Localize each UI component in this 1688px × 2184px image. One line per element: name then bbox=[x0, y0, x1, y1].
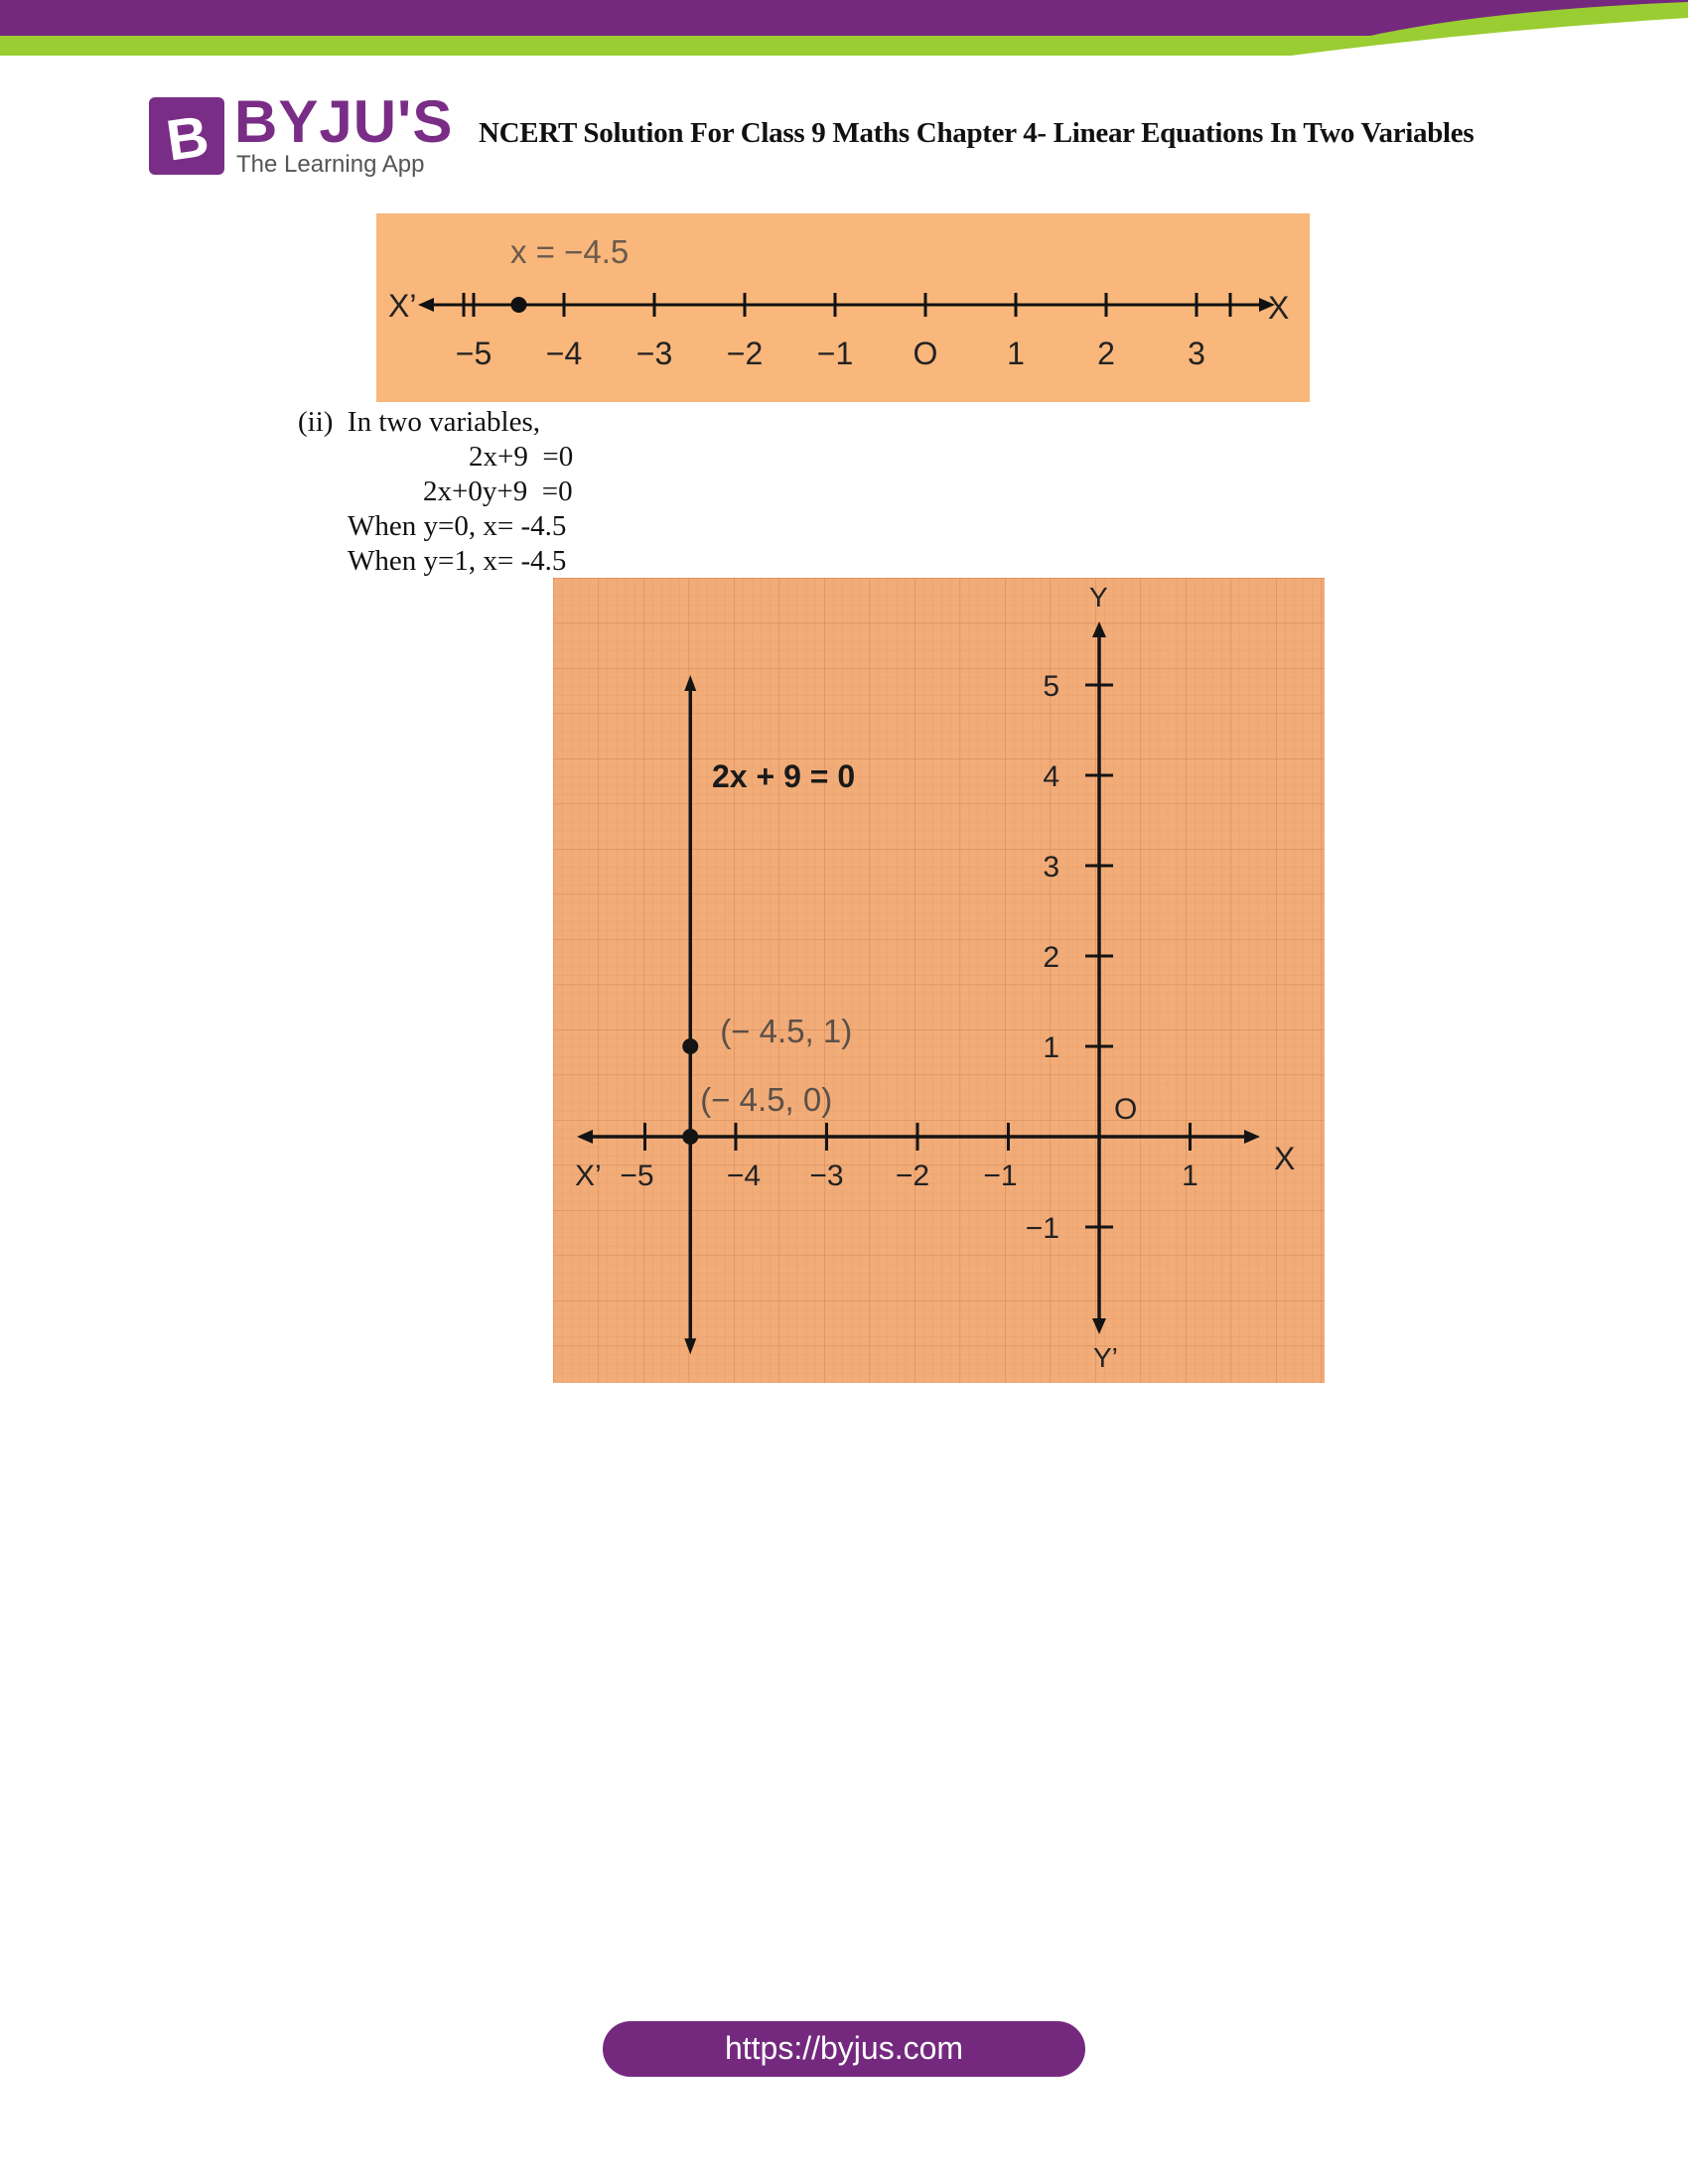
number-line-tick-label: −5 bbox=[455, 336, 492, 371]
logo-letter: B bbox=[162, 103, 213, 174]
data-point bbox=[682, 1038, 698, 1054]
y-axis-tick-label: 4 bbox=[1043, 760, 1059, 793]
number-line-tick-label: 2 bbox=[1097, 336, 1115, 371]
y-axis-tick-label: 3 bbox=[1043, 851, 1059, 884]
x-axis-tick-label: −4 bbox=[726, 1160, 762, 1192]
data-point-label: (− 4.5, 1) bbox=[720, 1013, 853, 1049]
number-line-tick-label: −4 bbox=[545, 336, 583, 371]
number-line-tick-label: 3 bbox=[1188, 336, 1205, 371]
graph-figure bbox=[553, 578, 1325, 1383]
data-point bbox=[682, 1129, 698, 1145]
number-line-left-end: X’ bbox=[388, 288, 417, 324]
data-point-label: (− 4.5, 0) bbox=[700, 1081, 833, 1118]
equation-label: 2x + 9 = 0 bbox=[712, 758, 856, 794]
footer-url-link[interactable]: https://byjus.com bbox=[603, 2021, 1085, 2077]
graph-grid bbox=[553, 578, 1325, 1383]
x-axis-left-label: X’ bbox=[575, 1160, 602, 1192]
solution-intro: (ii) In two variables, bbox=[298, 406, 541, 438]
number-line-tick-label: 1 bbox=[1007, 336, 1025, 371]
number-line-label: x = −4.5 bbox=[510, 233, 630, 270]
solution-line-4: When y=1, x= -4.5 bbox=[348, 545, 567, 577]
x-axis-tick-label: −2 bbox=[895, 1160, 930, 1192]
origin-label: O bbox=[1114, 1093, 1138, 1126]
y-axis-tick-label: 5 bbox=[1043, 670, 1059, 703]
x-axis-tick-label: −3 bbox=[809, 1160, 844, 1192]
number-line-figure bbox=[376, 213, 1310, 402]
y-axis-tick-label: 2 bbox=[1043, 941, 1059, 974]
number-line-tick-label: −1 bbox=[816, 336, 854, 371]
y-axis-tick-label: −1 bbox=[1025, 1212, 1059, 1245]
number-line-point bbox=[511, 297, 527, 313]
number-line-right-end: X bbox=[1268, 290, 1290, 326]
solution-line-3: When y=0, x= -4.5 bbox=[348, 510, 567, 542]
number-line-tick-label: −2 bbox=[726, 336, 764, 371]
solution-line-2: 2x+0y+9 =0 bbox=[423, 476, 573, 507]
y-axis-bottom-label: Y’ bbox=[1093, 1342, 1118, 1373]
x-axis-tick-label: 1 bbox=[1182, 1160, 1198, 1192]
header-band bbox=[0, 0, 1688, 60]
y-axis-tick-label: 1 bbox=[1043, 1031, 1059, 1064]
solution-line-1: 2x+9 =0 bbox=[469, 441, 574, 473]
x-axis-right-label: X bbox=[1274, 1141, 1296, 1176]
brand-tagline: The Learning App bbox=[236, 151, 425, 178]
page-title: NCERT Solution For Class 9 Maths Chapter 4- Linear Equations In Two Variables bbox=[479, 117, 1475, 149]
brand-name: BYJU'S bbox=[234, 88, 454, 155]
byjus-logo bbox=[149, 88, 454, 181]
number-line-tick-label: −3 bbox=[635, 336, 673, 371]
x-axis-tick-label: −1 bbox=[983, 1160, 1018, 1192]
y-axis-top-label: Y bbox=[1089, 582, 1108, 613]
logo-mark bbox=[149, 97, 224, 175]
x-axis-tick-label: −5 bbox=[620, 1160, 654, 1192]
number-line-tick-label: O bbox=[913, 336, 938, 371]
